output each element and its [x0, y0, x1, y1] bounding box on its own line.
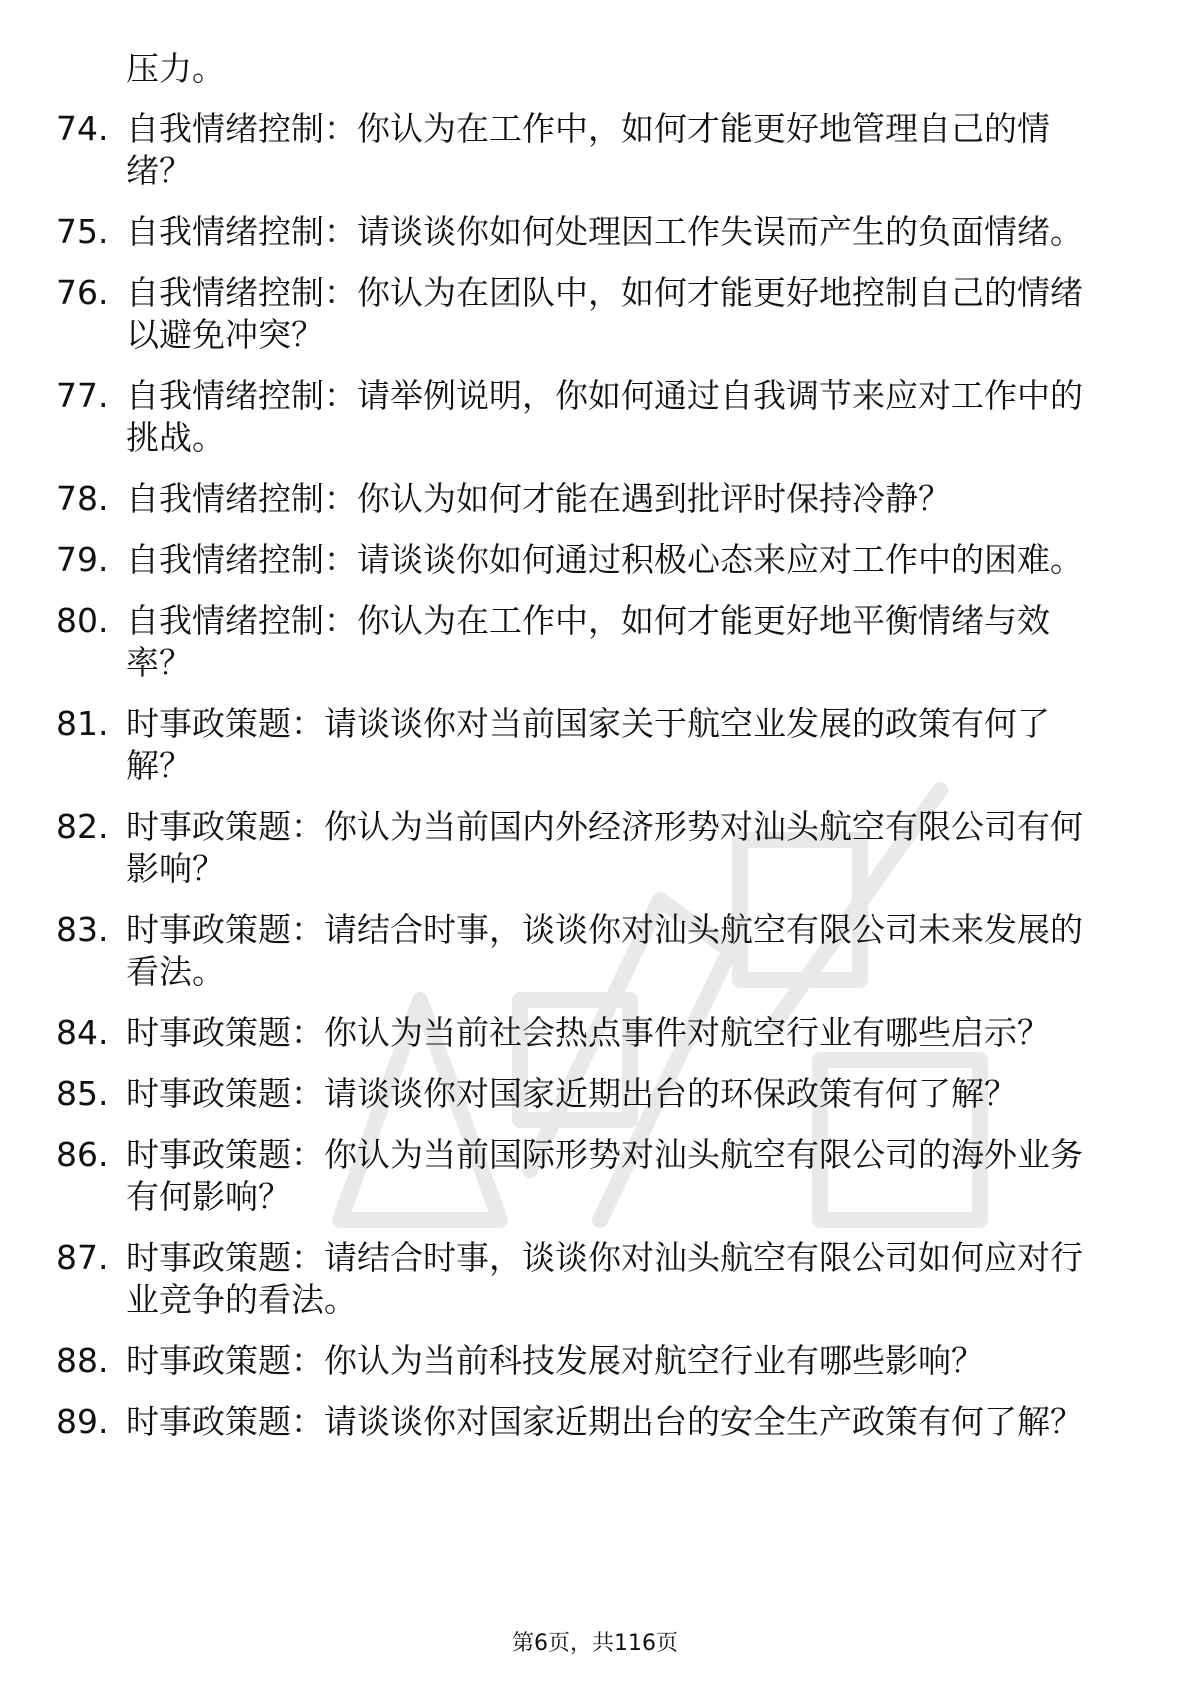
question-text: 自我情绪控制：请谈谈你如何处理因工作失误而产生的负面情绪。 — [126, 212, 1083, 251]
list-item — [56, 272, 1106, 356]
question-text: 时事政策题：请谈谈你对国家近期出台的安全生产政策有何了解？ — [126, 1402, 1083, 1441]
list-item — [56, 1134, 1106, 1218]
question-number: 80. — [56, 601, 109, 640]
question-list — [56, 108, 1106, 1443]
list-item — [56, 806, 1106, 890]
list-item — [56, 1073, 1106, 1115]
question-number: 79. — [56, 540, 109, 579]
question-text: 时事政策题：你认为当前科技发展对航空行业有哪些影响？ — [126, 1341, 984, 1380]
list-item — [56, 600, 1106, 684]
question-number: 83. — [56, 910, 109, 949]
question-text: 时事政策题：请谈谈你对当前国家关于航空业发展的政策有何了解？ — [126, 704, 1050, 785]
question-number: 88. — [56, 1341, 109, 1380]
question-number: 84. — [56, 1013, 109, 1052]
list-item — [56, 375, 1106, 459]
question-number: 76. — [56, 273, 109, 312]
question-text: 时事政策题：你认为当前国际形势对汕头航空有限公司的海外业务有何影响？ — [126, 1135, 1083, 1216]
question-text: 时事政策题：你认为当前国内外经济形势对汕头航空有限公司有何影响？ — [126, 807, 1083, 888]
continuation-text: 压力。 — [126, 49, 225, 88]
question-number: 86. — [56, 1135, 109, 1174]
question-text: 自我情绪控制：你认为在工作中，如何才能更好地平衡情绪与效率？ — [126, 601, 1050, 682]
list-item — [56, 108, 1106, 192]
question-number: 81. — [56, 704, 109, 743]
question-number: 77. — [56, 376, 109, 415]
question-text: 时事政策题：请结合时事，谈谈你对汕头航空有限公司如何应对行业竞争的看法。 — [126, 1238, 1083, 1319]
question-number: 82. — [56, 807, 109, 846]
question-number: 87. — [56, 1238, 109, 1277]
list-item — [56, 909, 1106, 993]
list-item — [56, 1340, 1106, 1382]
question-text: 时事政策题：请结合时事，谈谈你对汕头航空有限公司未来发展的看法。 — [126, 910, 1083, 991]
list-item — [56, 539, 1106, 581]
question-text: 时事政策题：你认为当前社会热点事件对航空行业有哪些启示？ — [126, 1013, 1050, 1052]
page-footer: 第6页，共116页 — [512, 1631, 678, 1656]
question-number: 74. — [56, 109, 109, 148]
question-text: 自我情绪控制：你认为如何才能在遇到批评时保持冷静？ — [126, 479, 951, 518]
question-text: 自我情绪控制：你认为在团队中，如何才能更好地控制自己的情绪以避免冲突？ — [126, 273, 1083, 354]
question-number: 78. — [56, 479, 109, 518]
list-item — [56, 211, 1106, 253]
question-text: 自我情绪控制：请谈谈你如何通过积极心态来应对工作中的困难。 — [126, 540, 1083, 579]
question-text: 自我情绪控制：你认为在工作中，如何才能更好地管理自己的情绪？ — [126, 109, 1050, 190]
question-content — [56, 48, 1106, 1462]
list-item — [56, 703, 1106, 787]
question-text: 时事政策题：请谈谈你对国家近期出台的环保政策有何了解？ — [126, 1074, 1017, 1113]
list-item — [56, 478, 1106, 520]
list-item — [56, 1012, 1106, 1054]
list-item — [56, 1401, 1106, 1443]
question-number: 89. — [56, 1402, 109, 1441]
question-text: 自我情绪控制：请举例说明，你如何通过自我调节来应对工作中的挑战。 — [126, 376, 1083, 457]
list-item — [56, 1237, 1106, 1321]
question-number: 75. — [56, 212, 109, 251]
question-number: 85. — [56, 1074, 109, 1113]
